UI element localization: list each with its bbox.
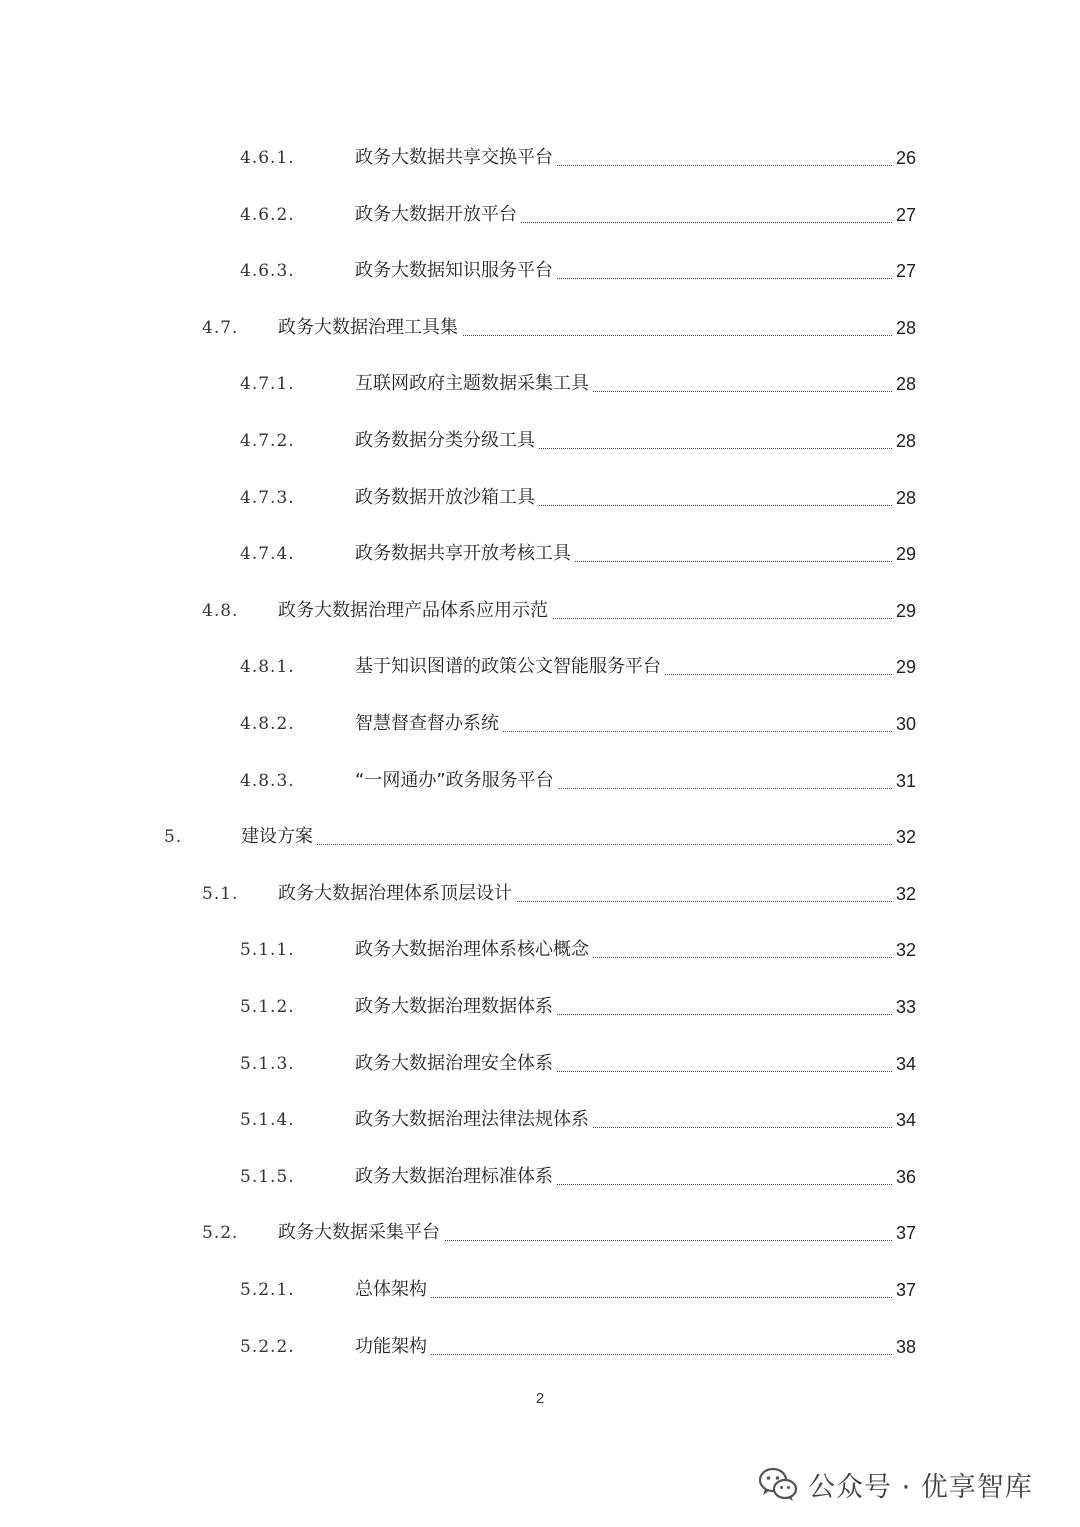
toc-entry-number: 5. [164, 827, 183, 848]
toc-entry-title: 建设方案 [241, 817, 317, 857]
toc-entry-page: 32 [895, 940, 916, 961]
toc-entry-number: 5.1.5. [240, 1166, 295, 1187]
toc-entry-title: 总体架构 [355, 1270, 431, 1310]
toc-entry[interactable] [0, 364, 1080, 404]
toc-entry-number: 5.2. [202, 1223, 239, 1244]
toc-entry-page: 29 [895, 544, 916, 565]
toc-entry-title: 基于知识图谱的政策公文智能服务平台 [355, 647, 665, 687]
toc-dot-leader [355, 1297, 892, 1298]
toc-entry-number: 4.6.1. [240, 148, 295, 168]
toc-entry[interactable] [0, 817, 1080, 857]
toc-entry[interactable] [0, 704, 1080, 744]
page-number: 2 [535, 1390, 545, 1407]
toc-entry-page: 33 [895, 997, 916, 1017]
toc-entry[interactable] [0, 1327, 1080, 1367]
toc-entry-number: 4.8. [202, 600, 239, 621]
toc-entry-number: 4.6.3. [240, 261, 295, 282]
toc-entry-page: 37 [895, 1280, 916, 1300]
toc-entry[interactable] [0, 308, 1080, 348]
toc-entry-title: 政务大数据知识服务平台 [355, 251, 557, 291]
toc-entry[interactable] [0, 930, 1080, 970]
toc-entry-title: 政务大数据治理数据体系 [355, 987, 557, 1027]
toc-entry-number: 4.7. [202, 317, 239, 338]
toc-entry-number: 5.1.4. [240, 1110, 295, 1131]
toc-entry-number: 4.7.1. [240, 374, 295, 395]
toc-entry-page: 32 [895, 883, 916, 904]
toc-entry[interactable] [0, 591, 1080, 631]
toc-entry[interactable] [0, 987, 1080, 1027]
toc-entry-title: “一网通办”政务服务平台 [355, 761, 558, 801]
toc-entry-page: 34 [895, 1110, 916, 1131]
toc-entry-number: 4.7.2. [240, 431, 295, 451]
toc-entry-page: 38 [895, 1336, 916, 1357]
toc-entry-title: 政务大数据治理安全体系 [355, 1044, 557, 1084]
toc-entry-title: 政务大数据治理体系顶层设计 [278, 874, 516, 914]
toc-entry-title: 功能架构 [355, 1327, 431, 1367]
toc-entry-page: 32 [895, 827, 916, 848]
toc-entry-title: 政务大数据共享交换平台 [355, 138, 557, 178]
toc-entry-number: 5.1.2. [240, 997, 295, 1017]
toc-entry[interactable] [0, 647, 1080, 687]
toc-dot-leader [355, 1354, 892, 1355]
toc-entry-number: 5.1.3. [240, 1053, 295, 1074]
toc-entry-page: 31 [895, 770, 916, 791]
toc-entry-page: 27 [895, 204, 916, 225]
toc-entry-title: 政务大数据治理法律法规体系 [355, 1100, 593, 1140]
toc-entry[interactable] [0, 138, 1080, 178]
toc-entry-title: 政务大数据采集平台 [278, 1213, 444, 1253]
toc-entry-number: 4.6.2. [240, 204, 295, 225]
watermark-text: 公众号 · 优享智库 [808, 1471, 1033, 1503]
toc-entry-title: 政务大数据治理标准体系 [355, 1157, 557, 1197]
toc-entry-title: 政务大数据治理产品体系应用示范 [278, 591, 552, 631]
toc-entry-number: 5.1.1. [240, 940, 295, 961]
wechat-icon [758, 1466, 798, 1502]
toc-entry-page: 27 [895, 261, 916, 282]
toc-entry-title: 政务数据共享开放考核工具 [355, 534, 575, 574]
toc-entry-page: 28 [895, 431, 916, 451]
toc-entry-number: 5.2.2. [240, 1336, 295, 1357]
toc-dot-leader [241, 844, 892, 845]
toc-entry-page: 28 [895, 487, 916, 508]
toc-entry[interactable] [0, 478, 1080, 518]
toc-entry-page: 36 [895, 1166, 916, 1187]
watermark [758, 1462, 1033, 1506]
toc-entry[interactable] [0, 1100, 1080, 1140]
toc-entry-number: 4.7.3. [240, 487, 295, 508]
toc-entry-title: 政务数据开放沙箱工具 [355, 478, 539, 518]
toc-entry[interactable] [0, 1044, 1080, 1084]
toc-entry-number: 4.8.1. [240, 657, 295, 678]
toc-entry-page: 34 [895, 1053, 916, 1074]
toc-entry[interactable] [0, 251, 1080, 291]
toc-entry-title: 政务大数据治理体系核心概念 [355, 930, 593, 970]
toc-entry-title: 智慧督查督办系统 [355, 704, 503, 744]
toc-entry-number: 5.1. [202, 883, 239, 904]
toc-entry-title: 政务大数据治理工具集 [278, 308, 462, 348]
toc-entry[interactable] [0, 874, 1080, 914]
toc-entry-page: 29 [895, 600, 916, 621]
toc-entry-title: 互联网政府主题数据采集工具 [355, 364, 593, 404]
toc-entry[interactable] [0, 1157, 1080, 1197]
toc-entry[interactable] [0, 1270, 1080, 1310]
toc-entry[interactable] [0, 195, 1080, 235]
toc-entry-title: 政务大数据开放平台 [355, 195, 521, 235]
toc-entry-page: 28 [895, 317, 916, 338]
toc-entry-page: 37 [895, 1223, 916, 1244]
toc-entry-number: 4.8.2. [240, 714, 295, 734]
toc-entry-number: 5.2.1. [240, 1280, 295, 1300]
toc-entry[interactable] [0, 761, 1080, 801]
toc-entry[interactable] [0, 534, 1080, 574]
toc-entry[interactable] [0, 421, 1080, 461]
toc-entry-page: 30 [895, 714, 916, 734]
toc-entry[interactable] [0, 1213, 1080, 1253]
toc-entry-number: 4.7.4. [240, 544, 295, 565]
toc-entry-page: 26 [895, 148, 916, 168]
toc-entry-title: 政务数据分类分级工具 [355, 421, 539, 461]
toc-entry-number: 4.8.3. [240, 770, 295, 791]
toc-entry-page: 29 [895, 657, 916, 678]
toc-entry-page: 28 [895, 374, 916, 395]
